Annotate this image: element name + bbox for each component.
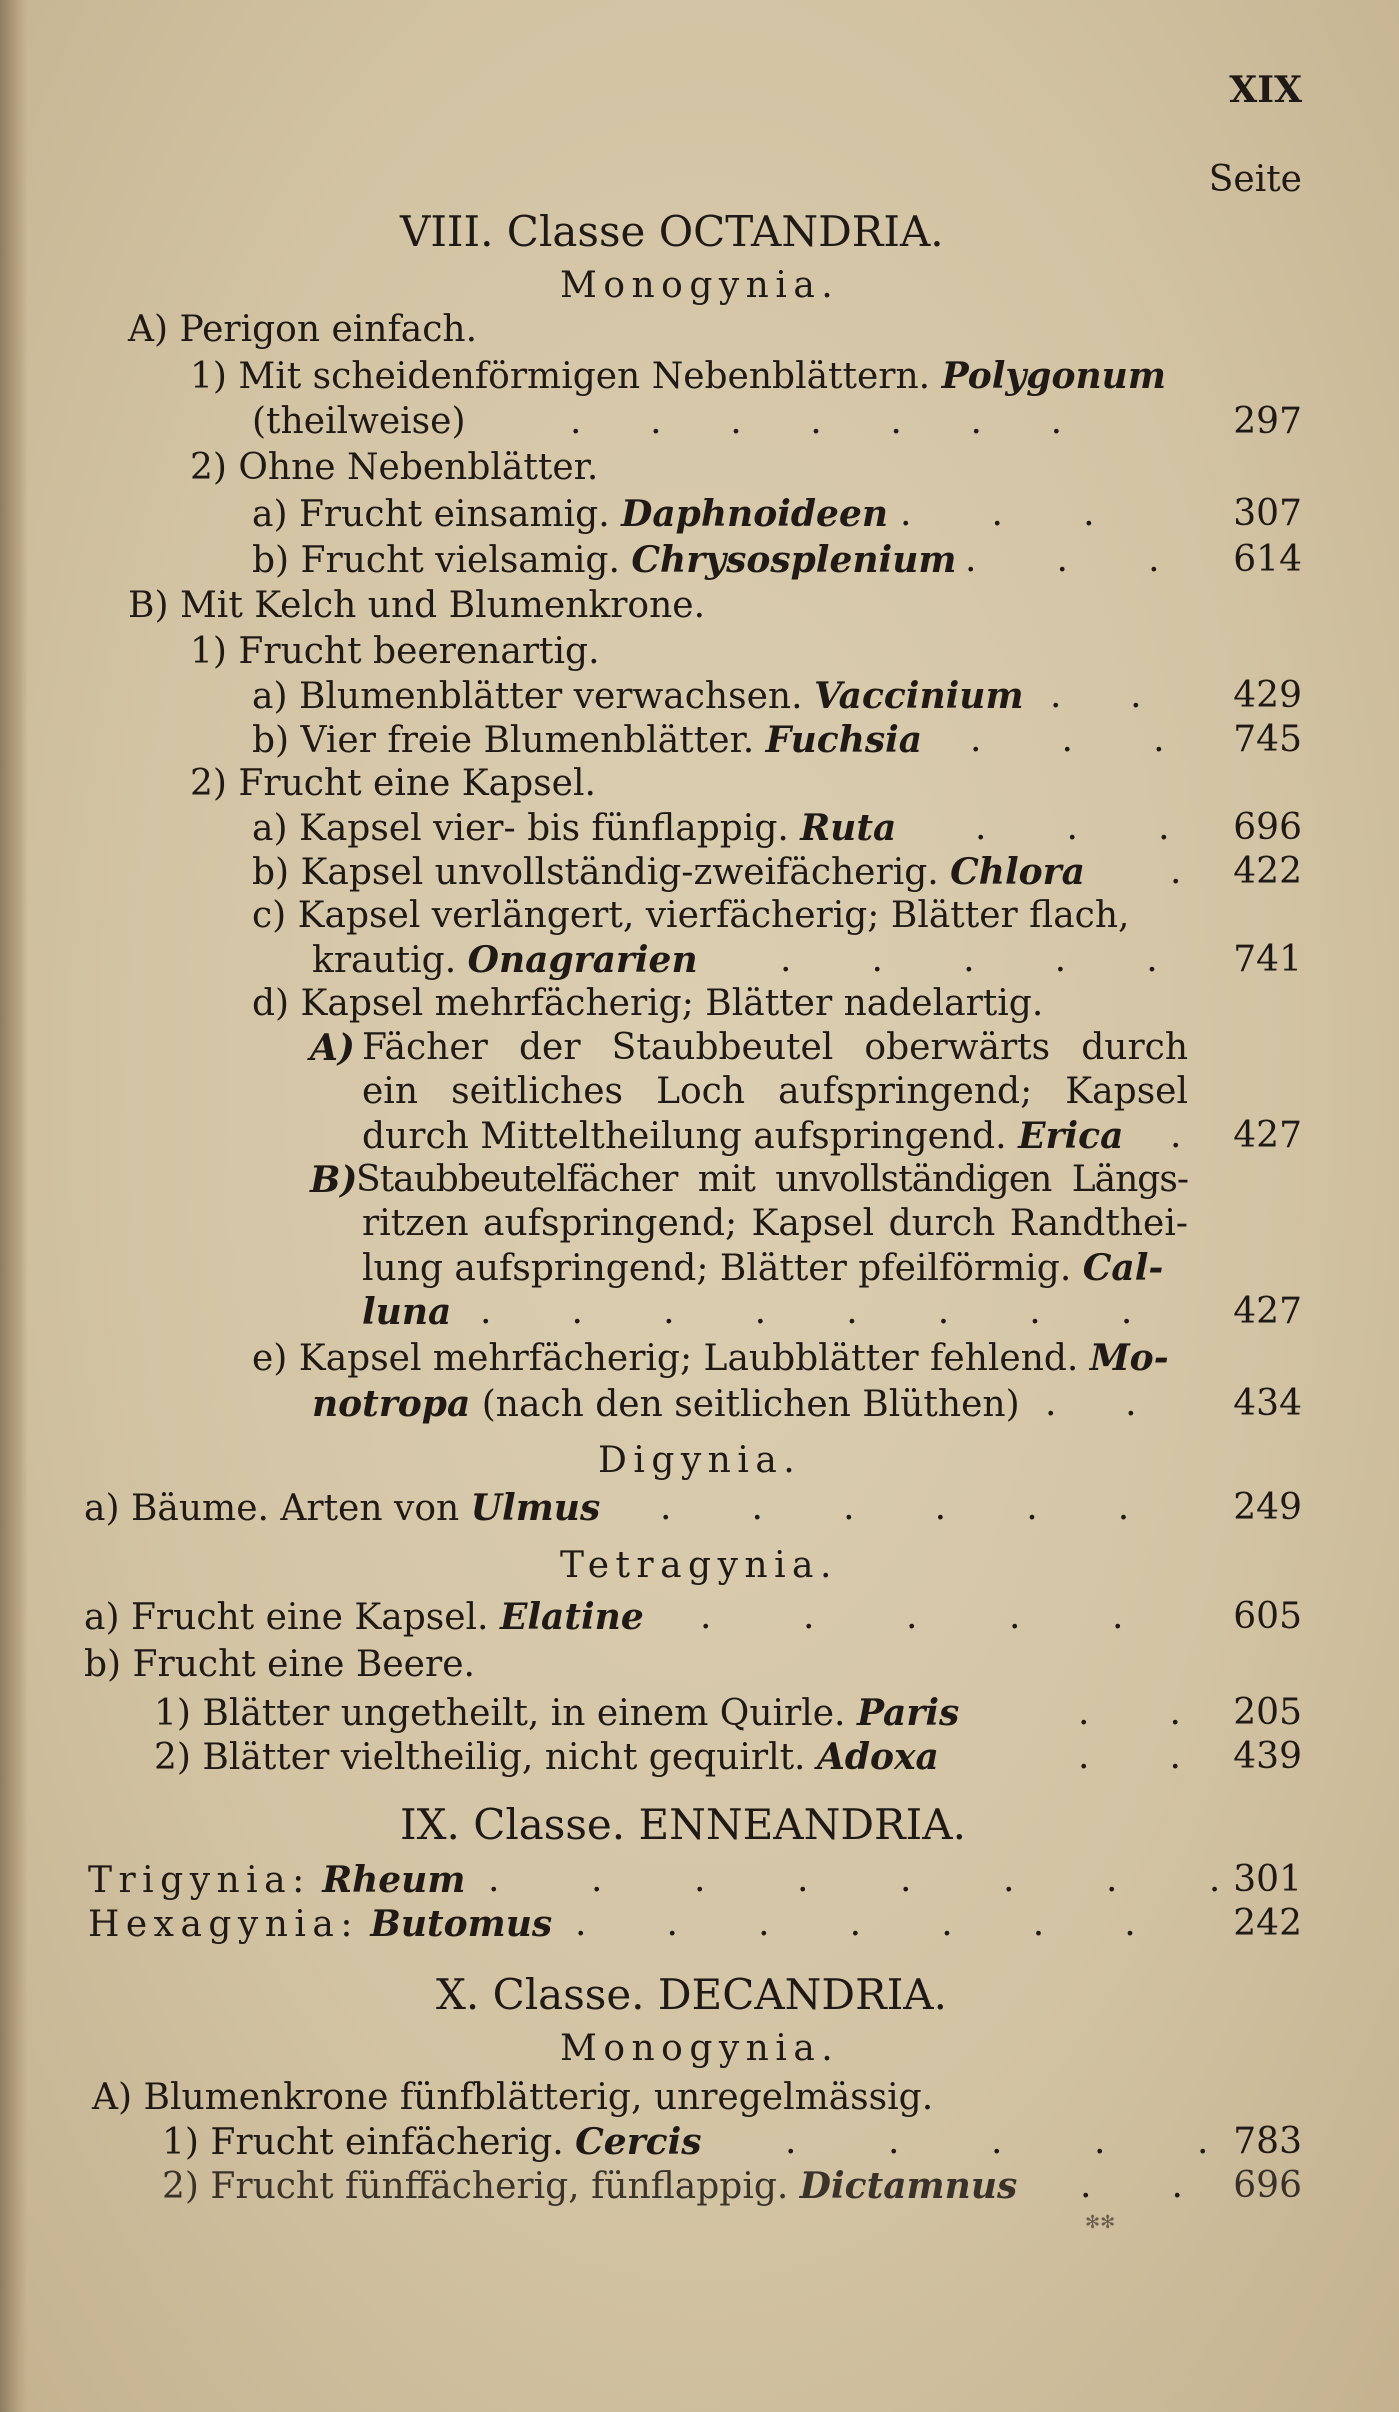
key-line [312,1384,1020,1425]
dot-leader: . . . . . [785,2121,1209,2162]
page-ref: 434 [1233,1383,1302,1424]
key-text: b) Frucht vielsamig. [252,540,620,581]
page-number: XIX [1229,69,1302,111]
key-text: a) Frucht eine Kapsel. [84,1597,489,1638]
genus-name: Chrysosplenium [631,539,957,581]
key-line [252,808,896,849]
dot-leader: . . . [900,493,1095,534]
key-text: a) Kapsel vier- bis fünflappig. [252,808,789,849]
key-line [252,676,1024,717]
genus-name: Polygonum [941,355,1166,397]
key-text: lung aufspringend; Blätter pfeilförmig. [362,1248,1072,1289]
key-text: Hexagynia: [88,1904,359,1945]
key-text: ein seitliches Loch aufspringend; Kapsel [362,1071,1188,1112]
subsection-monogynia: Monogynia. [560,2028,840,2069]
key-line [154,1737,939,1778]
genus-name: Fuchsia [765,719,923,761]
page-ref: 297 [1233,401,1302,442]
genus-name: Elatine [499,1596,644,1638]
page-edge-shadow [0,0,28,2412]
genus-name: Cercis [575,2121,702,2163]
page-ref: 307 [1233,493,1302,534]
key-line [252,720,922,761]
key-line [84,1597,644,1638]
section-title-decandria: X. Classe. DECANDRIA. [436,1970,947,2019]
genus-name: Mo- [1089,1337,1169,1379]
genus-name: Erica [1018,1115,1124,1157]
key-line [190,356,1166,397]
key-line [162,2166,1017,2207]
page-ref: 242 [1233,1903,1302,1944]
key-line [84,1488,600,1529]
key-label: B) [310,1159,358,1201]
page-ref: 427 [1233,1291,1302,1332]
page-ref: 301 [1233,1859,1302,1900]
page-ref: 422 [1233,851,1302,892]
key-text: krautig. [312,940,457,981]
key-text: b) Kapsel unvollständig-zweifächerig. [252,852,939,893]
key-line [162,2122,702,2163]
page-ref: 429 [1233,675,1302,716]
key-text: 1) Frucht einfächerig. [162,2122,564,2163]
key-text: 2) Frucht fünffächerig, fünflappig. [162,2166,789,2207]
section-title-octandria: VIII. Classe OCTANDRIA. [400,207,944,256]
page-ref: 614 [1233,539,1302,580]
key-text: ritzen aufspringend; Kapsel durch Randthei- [362,1203,1188,1244]
key-text: Fächer der Staubbeutel oberwärts durch [362,1027,1188,1068]
genus-name: Ulmus [470,1487,601,1529]
key-line: 2) Ohne Nebenblätter. [190,447,599,488]
seite-label: Seite [1208,159,1302,200]
key-line [252,852,1085,893]
dot-leader: . . [1050,675,1142,716]
page-ref: 205 [1233,1692,1302,1733]
dot-leader: . [1170,851,1182,892]
genus-name: Daphnoideen [621,493,889,535]
page-ref: 249 [1233,1487,1302,1528]
page-ref: 696 [1233,2165,1302,2206]
genus-name: Butomus [370,1903,553,1945]
key-line [252,540,957,581]
page-ref: 741 [1233,939,1302,980]
key-text: a) Frucht einsamig. [252,494,610,535]
dot-leader: . . . . . . . . [488,1859,1221,1900]
key-text: 1) Mit scheidenförmigen Nebenblättern. [190,356,931,397]
genus-name: Adoxa [816,1736,939,1778]
key-line [310,1160,357,1201]
dot-leader: . . . . . . . [570,401,1063,442]
key-text: (theilweise) [252,401,466,442]
key-line [362,1248,1163,1289]
key-line: d) Kapsel mehrfächerig; Blätter nadelartig. [252,983,1044,1024]
key-line [88,1860,465,1901]
dot-leader: . . [1080,2165,1183,2206]
key-line: A) Perigon einfach. [128,309,478,350]
dot-leader: . . . . . . . [575,1903,1136,1944]
key-line [312,940,698,981]
dot-leader: . [1170,1115,1182,1156]
genus-name: Onagrarien [467,939,698,981]
dot-leader: . . [1045,1383,1137,1424]
genus-name: Rheum [322,1859,466,1901]
key-text: 1) Blätter ungetheilt, in einem Quirle. [154,1693,846,1734]
dot-leader: . . . [970,719,1165,760]
key-text: Staubbeutelfächer mit unvollständigen Längs- [356,1159,1188,1200]
key-line [154,1693,959,1734]
dot-leader: . . . [975,807,1170,848]
genus-name: luna [362,1291,452,1333]
key-line: 1) Frucht beerenartig. [190,631,600,672]
subsection-tetragynia: Tetragynia. [560,1545,838,1586]
dot-leader: . . . . . [780,939,1158,980]
genus-name: Cal- [1082,1247,1164,1289]
key-text: 2) Blätter vieltheilig, nicht gequirlt. [154,1737,806,1778]
page-ref: 427 [1233,1115,1302,1156]
key-line: B) Mit Kelch und Blumenkrone. [128,585,706,626]
key-label: A) [310,1027,355,1069]
key-text: (nach den seitlichen Blüthen) [481,1384,1020,1425]
key-line [362,1116,1123,1157]
genus-name: Ruta [800,807,897,849]
genus-name: notropa [312,1383,471,1425]
signature-mark: ✻✻ [1085,2212,1116,2233]
page-ref: 439 [1233,1736,1302,1777]
genus-name: Paris [856,1692,960,1734]
section-title-enneandria: IX. Classe. ENNEANDRIA. [400,1800,966,1849]
dot-leader: . . [1078,1692,1181,1733]
dot-leader: . . . [965,539,1160,580]
page-ref: 605 [1233,1596,1302,1637]
key-line [252,494,888,535]
key-line: 2) Frucht eine Kapsel. [190,763,596,804]
key-text: b) Vier freie Blumenblätter. [252,720,755,761]
key-line [310,1028,355,1069]
page-ref: 783 [1233,2121,1302,2162]
key-text: a) Blumenblätter verwachsen. [252,676,803,717]
key-text: durch Mitteltheilung aufspringend. [362,1116,1007,1157]
key-text: e) Kapsel mehrfächerig; Laubblätter fehlend. [252,1338,1079,1379]
genus-name: Dictamnus [799,2165,1018,2207]
dot-leader: . . . . . . . . [480,1291,1133,1332]
genus-name: Chlora [950,851,1085,893]
key-line [88,1904,552,1945]
dot-leader: . . . . . [700,1596,1124,1637]
page-ref: 696 [1233,807,1302,848]
key-text: a) Bäume. Arten von [84,1488,460,1529]
key-line: c) Kapsel verlängert, vierfächerig; Blätter flach, [252,895,1130,936]
key-line [252,1338,1169,1379]
subsection-digynia: Digynia. [598,1440,802,1481]
dot-leader: . . [1078,1736,1181,1777]
page-ref: 745 [1233,719,1302,760]
dot-leader: . . . . . . [660,1487,1130,1528]
key-line: b) Frucht eine Beere. [84,1644,475,1685]
genus-name: Vaccinium [813,675,1024,717]
key-line [362,1292,451,1333]
key-line: A) Blumenkrone fünfblätterig, unregelmässig. [92,2077,934,2118]
key-text: Trigynia: [88,1860,311,1901]
subsection-monogynia: Monogynia. [560,265,840,306]
